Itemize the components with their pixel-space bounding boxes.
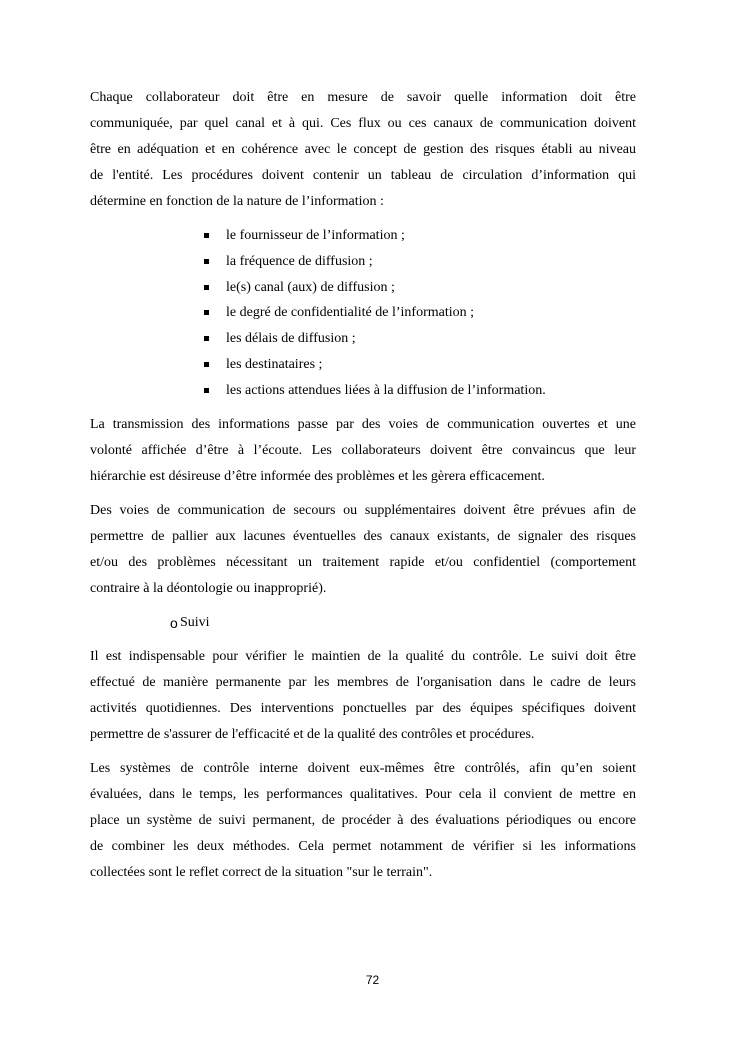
list-item-text: le(s) canal (aux) de diffusion ; — [226, 279, 395, 295]
text-line: évaluées, dans le temps, les performances qualitatives. Pour cela il convient de mettre en — [90, 786, 636, 802]
paragraph-transmission — [90, 412, 636, 490]
text-line: hiérarchie est désireuse d’être informée des problèmes et les gèrera efficacement. — [90, 468, 545, 484]
square-bullet-icon — [204, 285, 209, 290]
list-item-text: le fournisseur de l’information ; — [226, 228, 405, 243]
text-line: Chaque collaborateur doit être en mesure de savoir quelle information doit être — [90, 90, 636, 105]
list-item-text: le degré de confidentialité de l’information ; — [226, 305, 475, 321]
information-criteria-list — [90, 223, 636, 404]
square-bullet-icon — [204, 362, 209, 367]
list-item — [90, 326, 636, 352]
page-body — [90, 85, 636, 894]
text-line: permettre de s'assurer de l'efficacité et de la qualité des contrôles et procédures. — [90, 726, 535, 742]
list-item-text: les actions attendues liées à la diffusion de l’information. — [226, 382, 546, 398]
square-bullet-icon — [204, 233, 209, 238]
text-line: Des voies de communication de secours ou supplémentaires doivent être prévues afin de — [90, 502, 636, 518]
text-line: Il est indispensable pour vérifier le maintien de la qualité du contrôle. Le suivi doit être — [90, 648, 636, 664]
text-line: volonté affichée d’être à l’écoute. Les collaborateurs doivent être convaincus que leur — [90, 442, 636, 458]
square-bullet-icon — [204, 259, 209, 264]
square-bullet-icon — [204, 310, 209, 315]
page-number: 72 — [365, 973, 380, 987]
text-line: La transmission des informations passe par des voies de communication ouvertes et une — [90, 416, 636, 432]
text-line: être en adéquation et en cohérence avec le concept de gestion des risques établi au niveau — [90, 142, 636, 157]
text-line: collectées sont le reflet correct de la situation "sur le terrain". — [90, 864, 433, 880]
list-item — [90, 300, 636, 326]
circle-bullet-icon: o — [170, 614, 178, 631]
list-item — [90, 352, 636, 378]
text-line: communiquée, par quel canal et à qui. Ces flux ou ces canaux de communication doivent — [90, 116, 636, 131]
text-line: de l'entité. Les procédures doivent contenir un tableau de circulation d’information qui — [90, 168, 636, 183]
text-line: détermine en fonction de la nature de l’information : — [90, 194, 384, 209]
subheading-text: Suivi — [180, 614, 210, 630]
list-item — [90, 378, 636, 404]
text-line: activités quotidiennes. Des interventions ponctuelles par des équipes spécifiques doivent — [90, 700, 636, 716]
square-bullet-icon — [204, 336, 209, 341]
paragraph-backup-channels — [90, 498, 636, 602]
text-line: effectué de manière permanente par les membres de l'organisation dans le cadre de leurs — [90, 674, 636, 690]
text-line: et/ou des problèmes nécessitant un traitement rapide et/ou confidentiel (comportement — [90, 554, 636, 570]
text-line: place un système de suivi permanent, de procéder à des évaluations périodiques ou encore — [90, 812, 636, 828]
paragraph-information-flow — [90, 85, 636, 215]
list-item-text: la fréquence de diffusion ; — [226, 253, 373, 269]
list-item-text: les destinataires ; — [226, 356, 323, 372]
list-item — [90, 249, 636, 275]
list-item — [90, 275, 636, 301]
text-line: permettre de pallier aux lacunes éventuelles des canaux existants, de signaler des risques — [90, 528, 636, 544]
list-item — [90, 223, 636, 249]
text-line: contraire à la déontologie ou inapproprié). — [90, 580, 327, 596]
list-item-text: les délais de diffusion ; — [226, 331, 356, 347]
text-line: Les systèmes de contrôle interne doivent eux-mêmes être contrôlés, afin qu’en soient — [90, 760, 636, 776]
subheading-suivi — [90, 610, 636, 636]
paragraph-control-systems — [90, 756, 636, 886]
square-bullet-icon — [204, 388, 209, 393]
text-line: de combiner les deux méthodes. Cela permet notamment de vérifier si les informations — [90, 838, 636, 854]
paragraph-monitoring — [90, 644, 636, 748]
